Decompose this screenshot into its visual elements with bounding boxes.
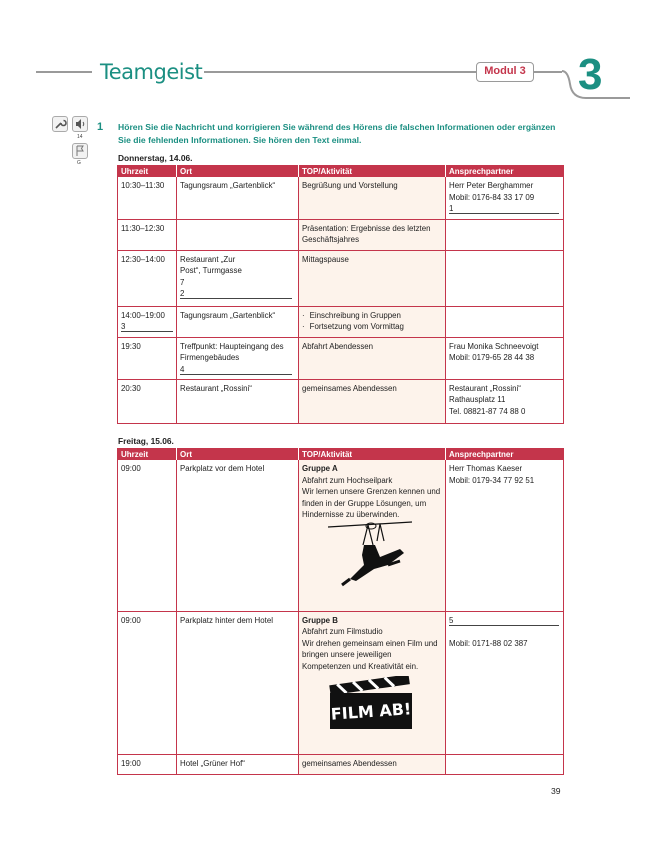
col-header-time: Uhrzeit — [118, 165, 177, 177]
table-row — [118, 379, 564, 423]
chapter-number: 3 — [578, 50, 603, 99]
group-label: Gruppe A — [302, 464, 338, 473]
cell-time: 10:30–11:30 — [118, 177, 177, 219]
page-number: 39 — [551, 786, 561, 796]
cell-contact — [446, 177, 564, 219]
contact-name: Restaurant „Rossini“ — [449, 383, 521, 393]
answer-gap-2[interactable]: 2 — [180, 288, 292, 299]
activity-description: Wir lernen unsere Grenzen kennen und finden in der Gruppe Lösungen, um Hindernisse zu überwinden. — [302, 487, 441, 520]
answer-gap-5[interactable]: 5 — [449, 615, 559, 626]
col-header-contact: Ansprechpartner — [446, 448, 564, 460]
film-clapperboard-image — [328, 676, 414, 732]
cell-contact — [446, 337, 564, 379]
contact-phone: Mobil: 0171-88 02 387 — [449, 638, 528, 648]
place-text: Treffpunkt: Haupteingang des Firmengebäudes — [180, 341, 284, 363]
table-row — [118, 754, 564, 774]
cell-activity — [299, 460, 446, 611]
answer-gap-3[interactable]: 3 — [121, 321, 173, 332]
cell-contact — [446, 379, 564, 423]
cell-place: Tagungsraum „Gartenblick“ — [177, 306, 299, 337]
day-label-thursday: Donnerstag, 14.06. — [118, 153, 193, 163]
cell-place: Parkplatz hinter dem Hotel — [177, 611, 299, 754]
cell-contact — [446, 611, 564, 754]
table-header-row — [118, 165, 564, 177]
cell-activity: Präsentation: Ergebnisse des letzten Geschäftsjahres — [299, 219, 446, 250]
answer-gap-1[interactable]: 1 — [449, 203, 559, 214]
col-header-place: Ort — [177, 165, 299, 177]
speaker-icon[interactable] — [72, 116, 88, 132]
list-item: · Fortsetzung vom Vormittag — [302, 321, 442, 333]
contact-phone: Mobil: 0179-34 77 92 51 — [449, 475, 535, 485]
col-header-place: Ort — [177, 448, 299, 460]
cell-time: 09:00 — [118, 460, 177, 611]
cell-place: Restaurant „Rossini“ — [177, 379, 299, 423]
cell-time: 09:00 — [118, 611, 177, 754]
modul-badge: Modul 3 — [476, 62, 534, 82]
page-title: Teamgeist — [100, 60, 203, 84]
cell-activity: Mittagspause — [299, 250, 446, 306]
col-header-time: Uhrzeit — [118, 448, 177, 460]
cell-time: 20:30 — [118, 379, 177, 423]
answer-gap-4[interactable]: 4 — [180, 364, 292, 375]
zipline-climber-image — [328, 521, 412, 587]
wrench-icon[interactable] — [52, 116, 68, 132]
contact-phone: Tel. 08821-87 74 88 0 — [449, 406, 526, 416]
activity-text: Abfahrt zum Hochseilpark — [302, 475, 393, 485]
cell-activity: gemeinsames Abendessen — [299, 379, 446, 423]
cell-activity: gemeinsames Abendessen — [299, 754, 446, 774]
col-header-activity: TOP/Aktivität — [299, 448, 446, 460]
flag-icon[interactable] — [72, 143, 88, 159]
time-text: 14:00–19:00 — [121, 310, 165, 320]
schedule-table-friday — [117, 448, 564, 775]
contact-name: Herr Peter Berghammer — [449, 181, 534, 190]
header-rule-middle — [204, 71, 476, 73]
table-row — [118, 337, 564, 379]
col-header-activity: TOP/Aktivität — [299, 165, 446, 177]
cell-contact — [446, 460, 564, 611]
activity-description: Wir drehen gemeinsam einen Film und bringen unsere jeweiligen Kompetenzen und Kreativität ein. — [302, 638, 438, 671]
contact-street: Rathausplatz 11 — [449, 395, 506, 405]
cell-place: Hotel „Grüner Hof“ — [177, 754, 299, 774]
activity-list — [302, 310, 442, 333]
cell-contact — [446, 306, 564, 337]
place-text: Restaurant „Zur Post“, Turmgasse 7 — [180, 254, 242, 287]
header-rule-left — [36, 71, 92, 73]
cell-time: 11:30–12:30 — [118, 219, 177, 250]
cell-place: Tagungsraum „Gartenblick“ — [177, 177, 299, 219]
cell-time — [118, 306, 177, 337]
cap-icon-label: G — [77, 160, 81, 166]
cell-time: 12:30–14:00 — [118, 250, 177, 306]
activity-text: Abfahrt zum Filmstudio — [302, 627, 383, 637]
schedule-table-thursday — [117, 165, 564, 424]
clapper-text: FILM AB! — [330, 699, 412, 725]
task-instruction: Hören Sie die Nachricht und korrigieren Sie während des Hörens die falschen Informationen oder ergänzen Sie die fehlenden Informationen. Sie hören den Text einmal. — [118, 122, 556, 145]
table-row — [118, 219, 564, 250]
cell-place — [177, 337, 299, 379]
contact-phone: Mobil: 0179-65 28 44 38 — [449, 353, 535, 363]
task-number: 1 — [97, 121, 104, 133]
cell-contact — [446, 219, 564, 250]
table-row — [118, 460, 564, 611]
contact-name: Frau Monika Schneevoigt — [449, 341, 539, 351]
cell-time: 19:30 — [118, 337, 177, 379]
contact-phone: Mobil: 0176-84 33 17 09 — [449, 192, 535, 202]
cell-activity — [299, 611, 446, 754]
cell-place — [177, 250, 299, 306]
day-label-friday: Freitag, 15.06. — [118, 436, 174, 446]
table-row — [118, 177, 564, 219]
col-header-contact: Ansprechpartner — [446, 165, 564, 177]
contact-name: Herr Thomas Kaeser — [449, 464, 523, 473]
header-rule-right — [534, 71, 562, 73]
table-row — [118, 306, 564, 337]
cell-activity: Begrüßung und Vorstellung — [299, 177, 446, 219]
track-number: 14 — [77, 134, 83, 140]
list-item: · Einschreibung in Gruppen — [302, 310, 442, 322]
table-row — [118, 611, 564, 754]
cell-contact — [446, 250, 564, 306]
cell-contact — [446, 754, 564, 774]
cell-activity: Abfahrt Abendessen — [299, 337, 446, 379]
cell-time: 19:00 — [118, 754, 177, 774]
cell-place — [177, 219, 299, 250]
table-row — [118, 250, 564, 306]
group-label: Gruppe B — [302, 615, 338, 625]
cell-activity — [299, 306, 446, 337]
cell-place: Parkplatz vor dem Hotel — [177, 460, 299, 611]
table-header-row — [118, 448, 564, 460]
